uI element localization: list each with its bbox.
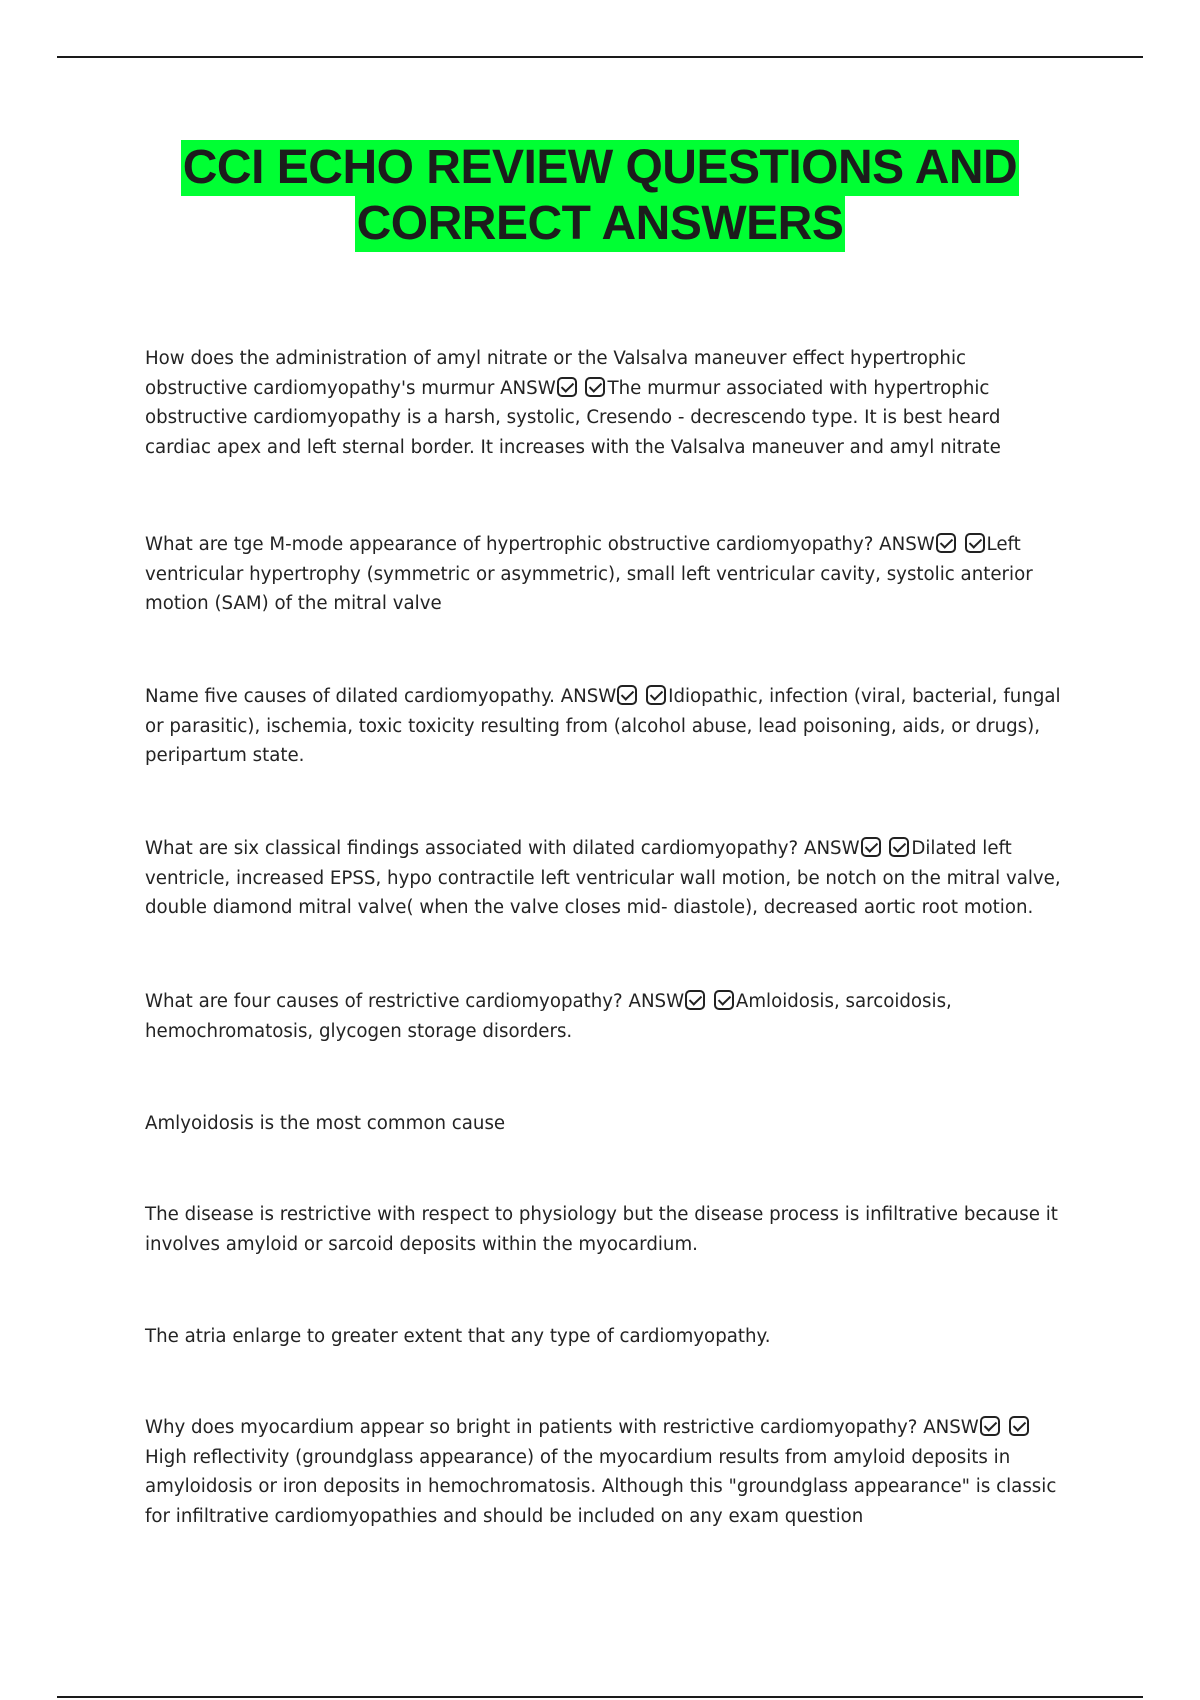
title-line-1: CCI ECHO REVIEW QUESTIONS AND — [182, 141, 1018, 194]
title-line-2: CORRECT ANSWERS — [356, 197, 844, 250]
note-text: The atria enlarge to greater extent that any type of cardiomyopathy. — [145, 1326, 771, 1347]
question-text: What are tge M-mode appearance of hypertrophic obstructive cardiomyopathy? — [145, 534, 880, 555]
answer-marker: ANSW — [879, 534, 935, 555]
checkbox-check-icon — [646, 685, 666, 705]
checkbox-check-icon — [861, 837, 881, 857]
checkbox-check-icon — [1009, 1416, 1029, 1436]
answer-text: Left ventricular hypertrophy (symmetric or asymmetric), small left ventricular cavity, systolic anterior motion (SAM) of the mitral valve — [145, 534, 1033, 614]
top-rule — [57, 56, 1143, 58]
answer-marker: ANSW — [923, 1417, 979, 1438]
answer-marker: ANSW — [804, 838, 860, 859]
checkbox-check-icon — [585, 377, 605, 397]
qa-item — [145, 987, 1065, 1046]
note-text: The disease is restrictive with respect to physiology but the disease process is infiltrative because it involves amyloid or sarcoid deposits within the myocardium. — [145, 1204, 1058, 1255]
qa-item — [145, 530, 1065, 619]
answer-text: Idiopathic, infection (viral, bacterial, fungal or parasitic), ischemia, toxic toxicity resulting from (alcohol abuse, lead poisoning, aids, or drugs), peripartum state. — [145, 686, 1061, 766]
document-title — [0, 140, 1200, 252]
qa-item — [145, 682, 1065, 771]
checkbox-check-icon — [980, 1416, 1000, 1436]
qa-item — [145, 1413, 1065, 1531]
checkbox-check-icon — [965, 533, 985, 553]
question-text: Name five causes of dilated cardiomyopathy. — [145, 686, 561, 707]
checkbox-check-icon — [557, 377, 577, 397]
answer-text: Dilated left ventricle, increased EPSS, hypo contractile left ventricular wall motion, be notch on the mitral valve, double diamond mitral valve( when the valve closes mid- diastole), decreased aortic root motion. — [145, 838, 1061, 918]
answer-marker: ANSW — [500, 377, 556, 399]
bottom-rule — [57, 1696, 1143, 1698]
note-text: Amlyoidosis is the most common cause — [145, 1113, 506, 1134]
answer-marker: ANSW — [628, 991, 685, 1012]
qa-item — [145, 834, 1065, 923]
answer-text: The murmur associated with hypertrophic obstructive cardiomyopathy is a harsh, systolic, Cresendo - decrescendo type. It is best heard cardiac apex and left sternal border. It increases with the Valsalva maneuver and amyl nitrate — [145, 377, 1001, 458]
checkbox-check-icon — [714, 990, 734, 1010]
question-text: How does the administration of amyl nitrate or the Valsalva maneuver effect hypertrophic obstructive cardiomyopathy's murmur — [145, 348, 967, 399]
checkbox-check-icon — [685, 990, 705, 1010]
question-text: What are six classical findings associated with dilated cardiomyopathy? — [145, 838, 804, 859]
checkbox-check-icon — [889, 837, 909, 857]
question-text: Why does myocardium appear so bright in patients with restrictive cardiomyopathy? — [145, 1417, 924, 1438]
answer-marker: ANSW — [560, 686, 617, 707]
answer-text: Amloidosis, sarcoidosis, hemochromatosis, glycogen storage disorders. — [145, 991, 952, 1042]
qa-item — [145, 344, 1065, 462]
answer-text: High reflectivity (groundglass appearance) of the myocardium results from amyloid deposits in amyloidosis or iron deposits in hemochromatosis. Although this "groundglass appearance" is classic for infiltrative cardiomyopathies and should be included on any exam question — [145, 1446, 1057, 1527]
question-text: What are four causes of restrictive cardiomyopathy? — [145, 991, 629, 1012]
checkbox-check-icon — [936, 533, 956, 553]
checkbox-check-icon — [617, 685, 637, 705]
